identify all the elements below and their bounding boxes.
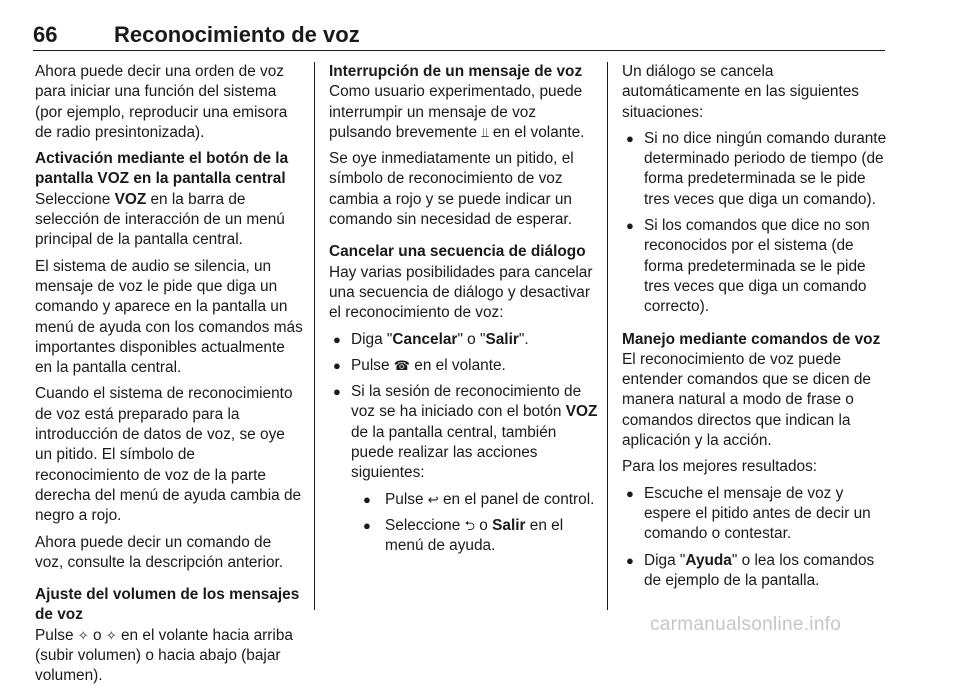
auto-cancel-paragraph: Un diálogo se cancela automáticamente en las siguientes situaciones: <box>622 63 859 121</box>
list-item: ● Diga "Ayuda" o lea los comandos de ejemplo de la pantalla. <box>622 551 890 592</box>
list-item: ● Si la sesión de reconocimiento de voz se ha iniciado con el botón VOZ de la pantalla central, también puede realizar las acciones siguientes: ● Pulse ↩ en el panel de control. ● Seleccione ⮌ o Salir en el menú de ayuda. <box>329 382 599 556</box>
list-item: ● Si no dice ningún comando durante determinado periodo de tiempo (de forma predeterminada se le pide tres veces que diga un comando). <box>622 129 890 210</box>
list-item: ● Si los comandos que dice no son reconocidos por el sistema (de forma predeterminada se le pide tres veces que diga un comando correcto). <box>622 216 890 317</box>
phone-hangup-icon: ☎ <box>393 357 410 373</box>
audio-mute-paragraph: El sistema de audio se silencia, un mensaje de voz le pide que diga un comando y aparece en la pantalla un menú de ayuda con los comandos más importantes disponibles actualmente en la pantalla central. <box>35 257 303 377</box>
column-divider-2 <box>607 62 608 610</box>
section-heading-interrupt: Interrupción de un mensaje de voz <box>329 63 583 80</box>
section-heading-volume: Ajuste del volumen de los mensajes de voz <box>35 586 300 624</box>
column-middle <box>329 62 599 563</box>
talk-icon: ⫫ <box>481 124 489 140</box>
sub-list <box>351 490 599 557</box>
volume-paragraph: Pulse ✧ o ✧ en el volante hacia arriba (subir volumen) o hacia abajo (bajar volumen). <box>35 626 293 685</box>
section-heading-cancel: Cancelar una secuencia de diálogo <box>329 243 586 261</box>
watermark: carmanualsonline.info <box>650 614 842 635</box>
list-item: ● Escuche el mensaje de voz y espere el pitido antes de decir un comando o contestar. <box>622 484 890 545</box>
column-right <box>622 62 890 597</box>
voice-commands-paragraph: El reconocimiento de voz puede entender comandos que se dicen de manera natural a modo de frase o comandos directos que indican la aplicación y la acción. <box>622 350 871 450</box>
intro-paragraph: Ahora puede decir una orden de voz para iniciar una función del sistema (por ejemplo, reproducir una emisora de radio presintonizada). <box>35 63 288 141</box>
say-command-paragraph: Ahora puede decir un comando de voz, consulte la descripción anterior. <box>35 533 284 571</box>
column-divider-1 <box>314 62 315 610</box>
auto-cancel-list <box>622 129 890 318</box>
back-icon: ↩ <box>427 491 439 507</box>
list-item: ● Pulse ↩ en el panel de control. <box>351 490 599 510</box>
best-results-paragraph: Para los mejores resultados: <box>622 458 818 476</box>
return-icon: ⮌ <box>464 517 475 533</box>
page-title: Reconocimiento de voz <box>114 22 360 47</box>
beep-paragraph: Se oye inmediatamente un pitido, el símbolo de reconocimiento de voz cambia a rojo y se puede indicar un comando sin necesidad de esperar. <box>329 150 574 229</box>
section-heading-activation: Activación mediante el botón de la pantalla VOZ en la pantalla central <box>35 150 289 188</box>
interrupt-paragraph: Como usuario experimentado, puede interrumpir un mensaje de voz pulsando brevemente ⫫ en el volante. <box>329 83 585 141</box>
header-divider <box>33 50 885 51</box>
list-item: ● Seleccione ⮌ o Salir en el menú de ayuda. <box>351 516 599 557</box>
list-item: ● Pulse ☎ en el volante. <box>329 356 599 376</box>
volume-down-icon: ✧ <box>105 627 117 643</box>
list-item: ● Diga "Cancelar" o "Salir". <box>329 330 599 350</box>
ready-beep-paragraph: Cuando el sistema de reconocimiento de voz está preparado para la introducción de datos de voz, se oye un pitido. El símbolo de reconocimiento de voz de la parte derecha del menú de ayuda cambia de negro a rojo. <box>35 385 302 525</box>
best-results-list <box>622 484 890 591</box>
column-left <box>35 62 303 693</box>
cancel-list <box>329 330 599 557</box>
page-header <box>33 22 885 52</box>
volume-up-icon: ✧ <box>77 627 89 643</box>
page-number: 66 <box>33 22 58 47</box>
section-heading-voice-commands: Manejo mediante comandos de voz <box>622 330 881 348</box>
cancel-paragraph: Hay varias posibilidades para cancelar una secuencia de diálogo y desactivar el reconocimiento de voz: <box>329 263 593 322</box>
activation-paragraph: Seleccione VOZ en la barra de selección de interacción de un menú principal de la pantalla central. <box>35 190 285 249</box>
